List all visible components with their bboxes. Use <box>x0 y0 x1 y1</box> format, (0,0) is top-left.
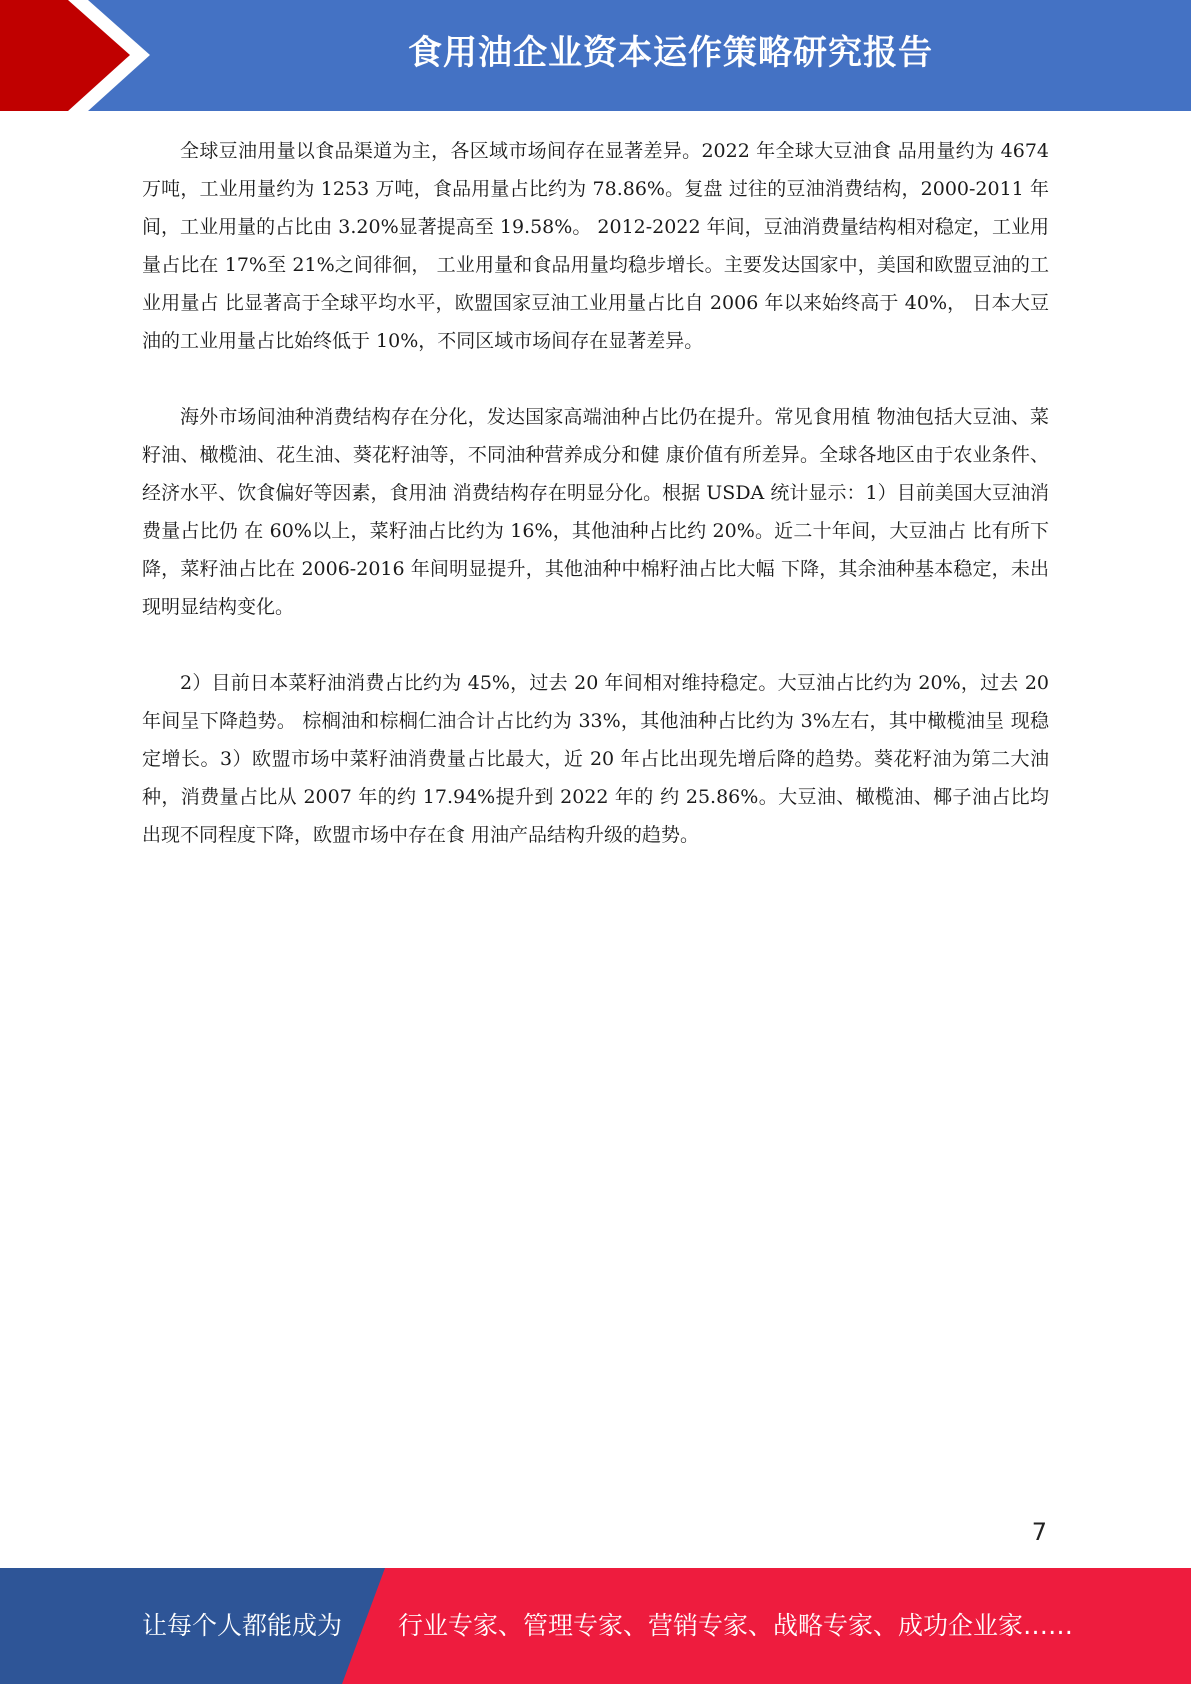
footer-slogan-right: 行业专家、管理专家、营销专家、战略专家、成功企业家…… <box>398 1611 1074 1640</box>
page-number: 7 <box>1031 1518 1047 1546</box>
footer-slogan-left: 让每个人都能成为 <box>142 1611 343 1640</box>
body-content <box>142 132 1049 892</box>
paragraph-japan-eu-consumption: 2）目前日本菜籽油消费占比约为 45%，过去 20 年间相对维持稳定。大豆油占比约为 20%，过去 20 年间呈下降趋势。 棕榈油和棕榈仁油合计占比约为 33%，其他油种占比约为 3%左右，其中橄榄油呈 现稳定增长。3）欧盟市场中菜籽油消费量占比最大，近 20 年占比出现先增后降的趋势。葵花籽油为第二大油种，消费量占比从 2007 年的约 17.94%提升到 2022 年的 约 25.86%。大豆油、橄榄油、椰子油占比均出现不同程度下降，欧盟市场中存在食 用油产品结构升级的趋势。 <box>142 672 1049 846</box>
paragraph-soybean-oil-usage: 全球豆油用量以食品渠道为主，各区域市场间存在显著差异。2022 年全球大豆油食 品用量约为 4674 万吨，工业用量约为 1253 万吨，食品用量占比约为 78.86%。复盘 过往的豆油消费结构，2000-2011 年间，工业用量的占比由 3.20%显著提高至 19.58%。 2012-2022 年间，豆油消费量结构相对稳定，工业用量占比在 17%至 21%之间徘徊， 工业用量和食品用量均稳步增长。主要发达国家中，美国和欧盟豆油的工业用量占 比显著高于全球平均水平，欧盟国家豆油工业用量占比自 2006 年以来始终高于 40%， 日本大豆油的工业用量占比始终低于 10%，不同区域市场间存在显著差异。 <box>142 140 1049 352</box>
footer-banner <box>0 1568 1191 1684</box>
paragraph-overseas-consumption-structure: 海外市场间油种消费结构存在分化，发达国家高端油种占比仍在提升。常见食用植 物油包括大豆油、菜籽油、橄榄油、花生油、葵花籽油等，不同油种营养成分和健 康价值有所差异。全球各地区由于农业条件、经济水平、饮食偏好等因素，食用油 消费结构存在明显分化。根据 USDA 统计显示：1）目前美国大豆油消费量占比仍 在 60%以上，菜籽油占比约为 16%，其他油种占比约 20%。近二十年间，大豆油占 比有所下降，菜籽油占比在 2006-2016 年间明显提升，其他油种中棉籽油占比大幅 下降，其余油种基本稳定，未出现明显结构变化。 <box>142 406 1049 618</box>
header-banner <box>0 0 1191 111</box>
red-chevron-arrow-icon <box>0 0 160 111</box>
document-title: 食用油企业资本运作策略研究报告 <box>408 33 933 73</box>
